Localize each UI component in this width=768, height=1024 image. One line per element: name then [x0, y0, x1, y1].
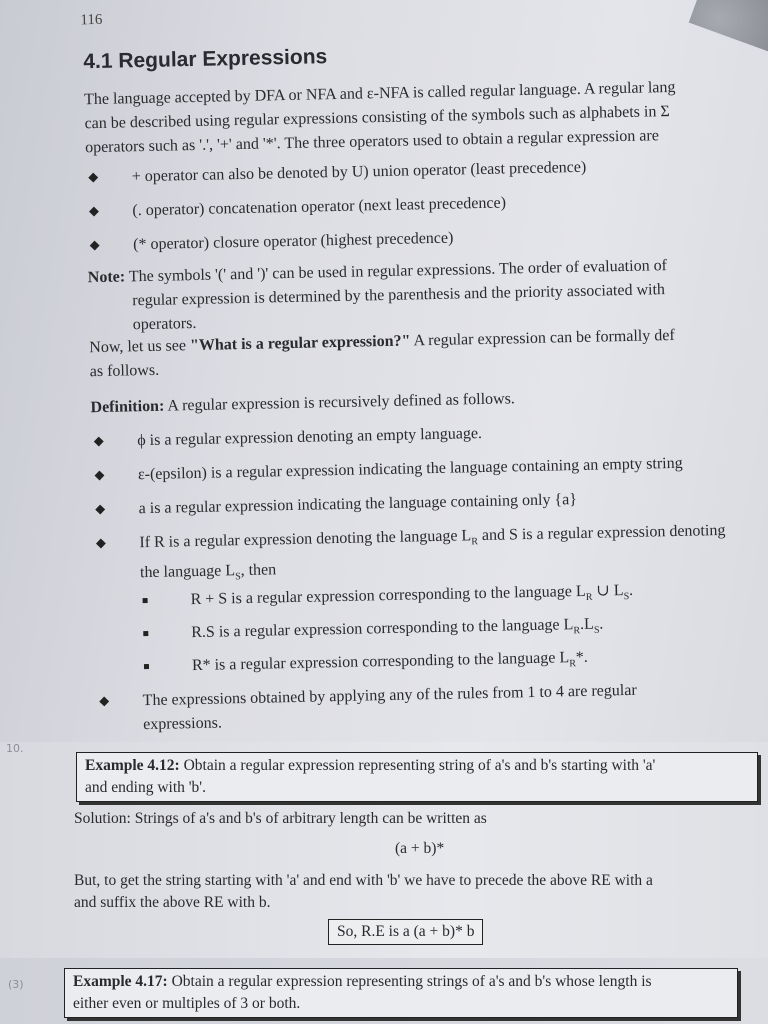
- rule-text: expressions.: [143, 714, 223, 734]
- page-number: 116: [80, 11, 103, 29]
- bullet-text: ϕ is a regular expression denoting an empty language.: [137, 425, 483, 450]
- bullet-text: + operator can also be denoted by U) union operator (least precedence): [131, 158, 587, 186]
- diamond-bullet-icon: [94, 437, 104, 447]
- operator-bullet-list: [86, 152, 768, 268]
- rule-text: R* is a regular expression corresponding to the language L: [191, 649, 570, 675]
- subscript: R: [471, 536, 479, 548]
- example-4-17-box: [64, 968, 738, 1018]
- rule-text: *.: [575, 648, 588, 667]
- page-curl: [689, 0, 768, 53]
- page-bottom-section: [0, 958, 768, 1024]
- margin-mark: 10.: [6, 742, 24, 755]
- diamond-bullet-icon: [88, 173, 98, 183]
- rule-text: If R is a regular expression denoting the language L: [139, 527, 472, 552]
- now-text: A regular expression can be formally def: [410, 326, 675, 350]
- diamond-bullet-icon: [99, 697, 109, 707]
- bullet-text: ε-(epsilon) is a regular expression indicating the language containing an empty string: [137, 454, 683, 484]
- intro-line: operators such as '.', '+' and '*'. The three operators used to obtain a regular expression are: [84, 127, 660, 157]
- square-bullet-icon: [143, 631, 148, 636]
- definition-heading: [90, 382, 768, 420]
- diamond-bullet-icon: [90, 241, 100, 251]
- sub-rule-list: [142, 577, 744, 689]
- page-middle-section: [0, 742, 768, 958]
- rule-text: the language L: [139, 562, 236, 582]
- bullet-text: a is a regular expression indicating the language containing only {a}: [138, 491, 578, 518]
- intro-paragraph: [84, 74, 768, 160]
- diamond-bullet-icon: [95, 505, 105, 515]
- note-text: The symbols '(' and ')' can be used in regular expressions. The order of evaluation of: [124, 257, 668, 286]
- rule-text: R + S is a regular expression corresponding to the language L: [190, 582, 586, 609]
- solution-expression: (a + b)*: [395, 840, 445, 857]
- solution-line: But, to get the string starting with 'a' and end with 'b' we have to precede the above RE with a: [74, 872, 653, 889]
- note-text: operators.: [132, 314, 197, 334]
- answer-box: So, R.E is a (a + b)* b: [328, 919, 483, 945]
- subscript: R: [569, 658, 577, 670]
- section-title: 4.1 Regular Expressions: [83, 45, 328, 74]
- example-text: and ending with 'b'.: [85, 779, 206, 796]
- rule-text: The expressions obtained by applying any of the rules from 1 to 4 are regular: [142, 681, 637, 710]
- rule-text: , then: [240, 561, 277, 580]
- margin-mark: (3): [8, 978, 24, 991]
- intro-line: can be described using regular expressions consisting of the symbols such as alphabets in Σ: [84, 103, 670, 133]
- example-text: Obtain a regular expression representing string of a's and b's starting with 'a': [179, 757, 656, 774]
- note-label: Note:: [87, 268, 126, 287]
- note-text: regular expression is determined by the parenthesis and the priority associated with: [132, 281, 666, 310]
- bullet-text: (. operator) concatenation operator (next least precedence): [132, 194, 507, 220]
- diamond-bullet-icon: [96, 539, 106, 549]
- now-text: Now, let us see: [89, 337, 191, 357]
- now-text: as follows.: [89, 361, 160, 381]
- rule-text: and S is a regular expression denoting: [477, 521, 726, 545]
- bullet-text: (* operator) closure operator (highest precedence): [132, 229, 454, 254]
- bullet-text: [142, 679, 637, 737]
- rule-text: .: [628, 581, 634, 599]
- rule-text: .L: [579, 615, 594, 633]
- square-bullet-icon: [143, 598, 148, 603]
- square-bullet-icon: [144, 664, 149, 669]
- definition-text: A regular expression is recursively defined as follows.: [164, 390, 516, 415]
- subscript: S: [593, 624, 600, 636]
- diamond-bullet-icon: [95, 471, 105, 481]
- intro-line: The language accepted by DFA or NFA and ε-NFA is called regular language. A regular lang: [83, 78, 676, 109]
- subscript: S: [623, 591, 630, 603]
- definition-bullet-list: [91, 416, 768, 586]
- example-4-12-box: [76, 752, 758, 802]
- subscript: R: [585, 591, 593, 604]
- example-label: Example 4.17:: [73, 973, 168, 990]
- diamond-bullet-icon: [89, 207, 99, 217]
- example-text: Obtain a regular expression representing strings of a's and b's whose length is: [167, 973, 652, 990]
- rule-text: .: [599, 615, 604, 633]
- rule-text: ∪ L: [592, 582, 624, 600]
- solution-line: and suffix the above RE with b.: [74, 894, 271, 911]
- subscript: R: [573, 625, 581, 637]
- example-label: Example 4.12:: [85, 757, 180, 774]
- definition-label: Definition:: [90, 397, 165, 417]
- example-text: either even or multiples of 3 or both.: [73, 995, 301, 1012]
- now-question: "What is a regular expression?": [189, 332, 411, 355]
- subscript: S: [235, 571, 241, 583]
- solution-line: Solution: Strings of a's and b's of arbitrary length can be written as: [74, 810, 487, 827]
- rule-text: R.S is a regular expression corresponding to the language L: [191, 616, 574, 642]
